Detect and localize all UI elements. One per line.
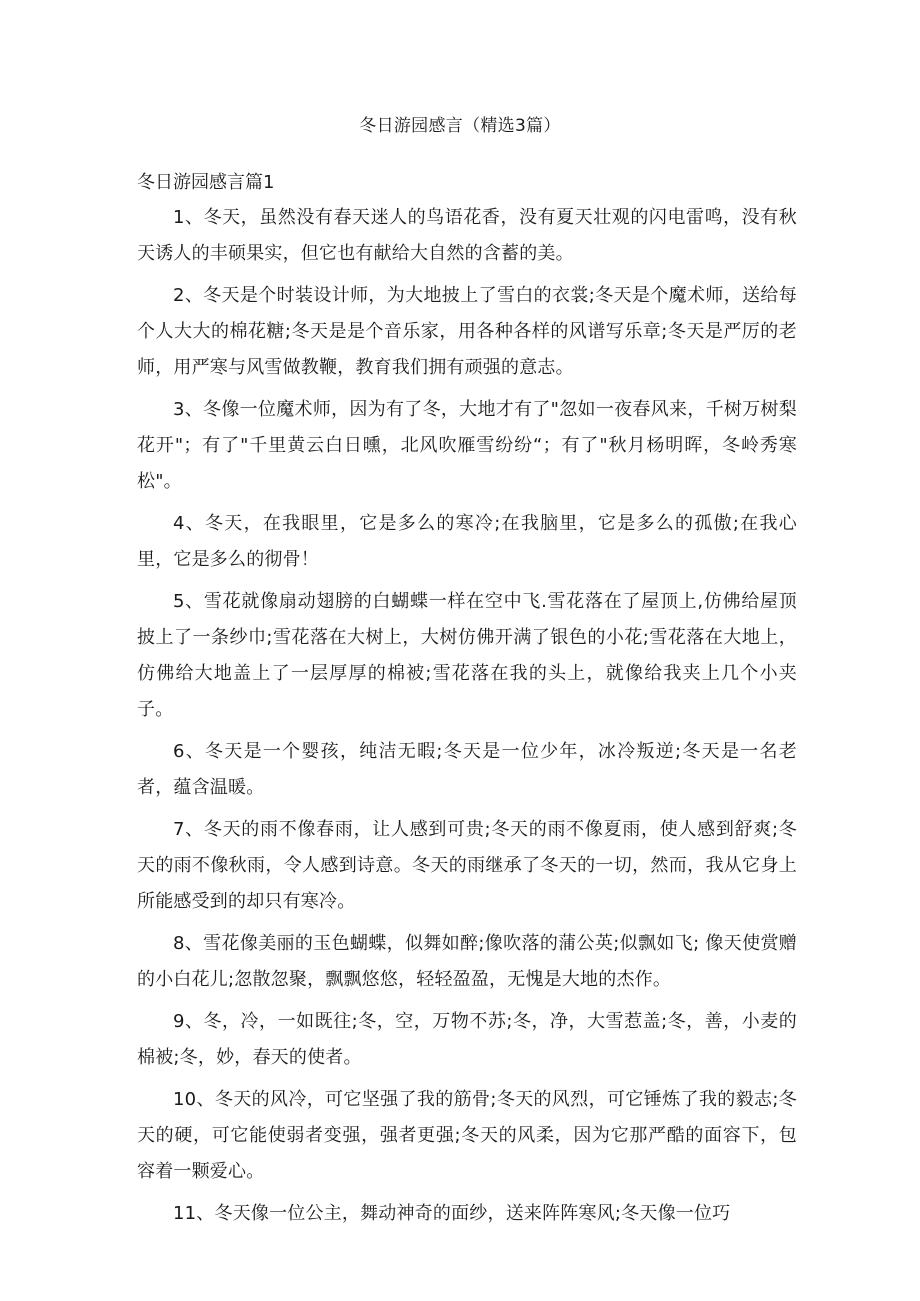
paragraph-8: 8、雪花像美丽的玉色蝴蝶，似舞如醉;像吹落的蒲公英;似飘如飞; 像天使赏赠的小白花儿;忽散忽聚，飘飘悠悠，轻轻盈盈，无愧是大地的杰作。 [137, 933, 797, 990]
paragraph-1: 1、冬天，虽然没有春天迷人的鸟语花香，没有夏天壮观的闪电雷鸣，没有秋天诱人的丰硕果实，但它也有献给大自然的含蓄的美。 [137, 207, 797, 264]
paragraph-3: 3、冬像一位魔术师，因为有了冬，大地才有了"忽如一夜春风来，千树万树梨花开"；有了"千里黄云白日曛，北风吹雁雪纷纷“；有了"秋月杨明晖，冬岭秀寒松"。 [137, 399, 797, 492]
paragraph-10: 10、冬天的风冷，可它坚强了我的筋骨;冬天的风烈，可它锤炼了我的毅志;冬天的硬，可它能使弱者变强，强者更强;冬天的风柔，因为它那严酷的面容下，包容着一颗爱心。 [137, 1089, 797, 1182]
paragraph-9: 9、冬，冷，一如既往;冬，空，万物不苏;冬，净，大雪惹盖;冬，善，小麦的棉被;冬，妙，春天的使者。 [137, 1011, 797, 1068]
document-title: 冬日游园感言（精选3篇） [359, 116, 561, 136]
paragraph-7: 7、冬天的雨不像春雨，让人感到可贵;冬天的雨不像夏雨，使人感到舒爽;冬天的雨不像秋雨，令人感到诗意。冬天的雨继承了冬天的一切，然而，我从它身上所能感受到的却只有寒冷。 [137, 819, 797, 912]
paragraph-5: 5、雪花就像扇动翅膀的白蝴蝶一样在空中飞.雪花落在了屋顶上,仿佛给屋顶披上了一条纱巾;雪花落在大树上，大树仿佛开满了银色的小花;雪花落在大地上，仿佛给大地盖上了一层厚厚的棉被;雪花落在我的头上，就像给我夹上几个小夹子。 [137, 591, 797, 720]
paragraph-4: 4、冬天，在我眼里，它是多么的寒冷;在我脑里，它是多么的孤傲;在我心里，它是多么的彻骨！ [137, 513, 797, 570]
paragraph-2: 2、冬天是个时装设计师，为大地披上了雪白的衣裳;冬天是个魔术师，送给每个人大大的棉花糖;冬天是是个音乐家，用各种各样的风谱写乐章;冬天是严厉的老师，用严寒与风雪做教鞭，教育我们拥有顽强的意志。 [137, 285, 797, 378]
section-heading: 冬日游园感言篇1 [137, 172, 275, 193]
paragraph-6: 6、冬天是一个婴孩，纯洁无暇;冬天是一位少年，冰冷叛逆;冬天是一名老者，蕴含温暖。 [137, 741, 797, 798]
paragraph-11: 11、冬天像一位公主，舞动神奇的面纱，送来阵阵寒风;冬天像一位巧 [173, 1203, 731, 1224]
document-body [137, 200, 797, 1238]
